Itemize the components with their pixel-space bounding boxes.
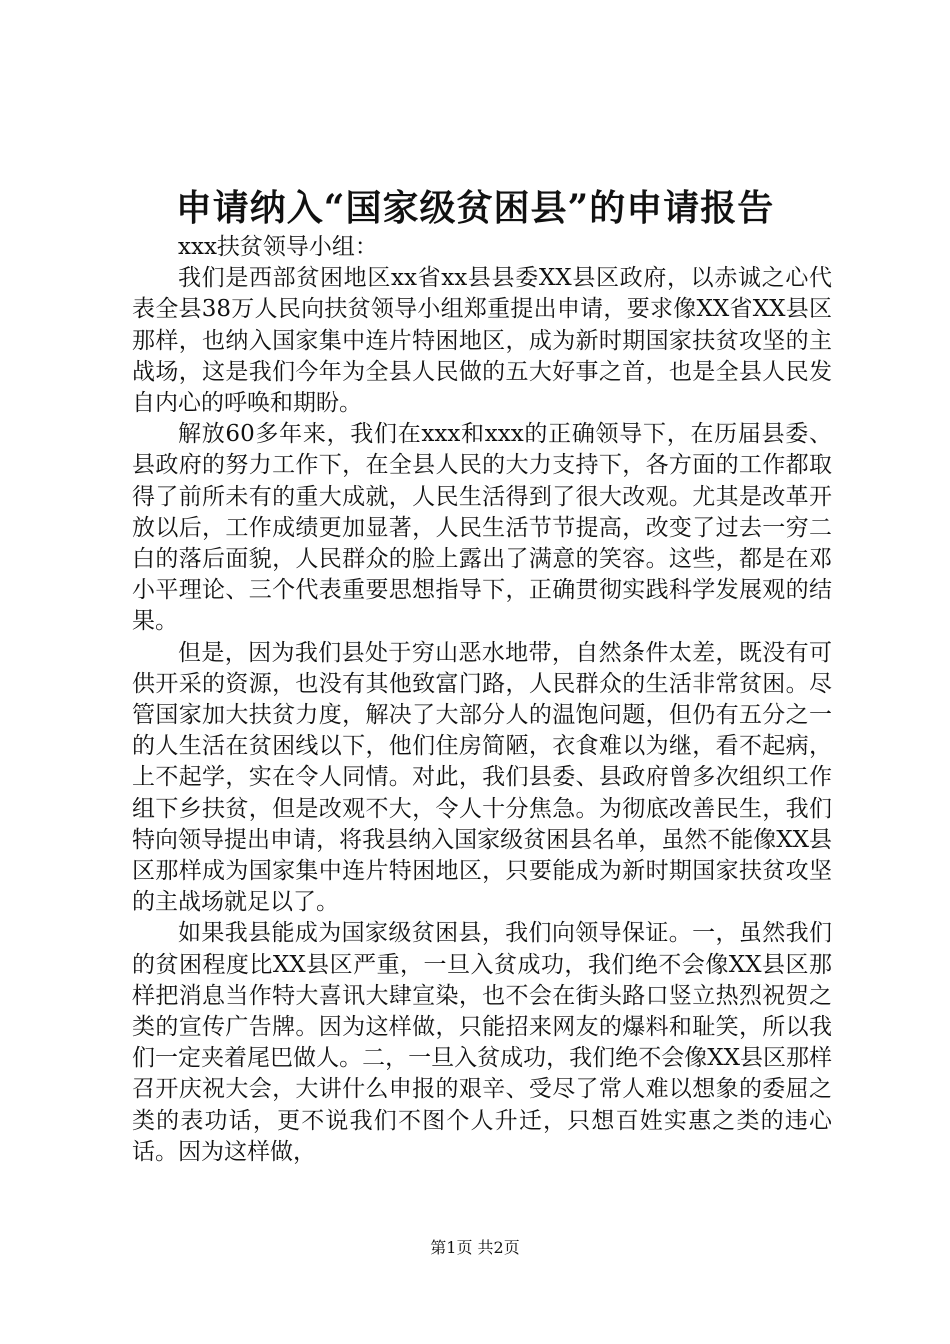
paragraph-1: 我们是西部贫困地区xx省xx县县委XX县区政府，以赤诚之心代表全县38万人民向扶贫领导小组郑重提出申请，要求像XX省XX县区那样，也纳入国家集中连片特困地区，成为新时期国家扶贫攻坚的主战场，这是我们今年为全县人民做的五大好事之首，也是全县人民发自内心的呼唤和期盼。 bbox=[132, 265, 832, 417]
paragraph-4: 如果我县能成为国家级贫困县，我们向领导保证。一，虽然我们的贫困程度比XX县区严重，一旦入贫成功，我们绝不会像XX县区那样把消息当作特大喜讯大肆宣染，也不会在街头路口竖立热烈祝贺之类的宣传广告牌。因为这样做，只能招来网友的爆料和耻笑，所以我们一定夹着尾巴做人。二，一旦入贫成功，我们绝不会像XX县区那样召开庆祝大会，大讲什么申报的艰辛、受尽了常人难以想象的委屈之类的表功话，更不说我们不图个人升迁，只想百姓实惠之类的违心话。因为这样做， bbox=[132, 920, 832, 1165]
salutation: xxx扶贫领导小组： bbox=[178, 234, 378, 260]
paragraph-2: 解放60多年来，我们在xxx和xxx的正确领导下，在历届县委、县政府的努力工作下，在全县人民的大力支持下，各方面的工作都取得了前所未有的重大成就，人民生活得到了很大改观。尤其是改革开放以后，工作成绩更加显著，人民生活节节提高，改变了过去一穷二白的落后面貌，人民群众的脸上露出了满意的笑容。这些，都是在邓小平理论、三个代表重要思想指导下，正确贯彻实践科学发展观的结果。 bbox=[132, 421, 832, 635]
document-title: 申请纳入“国家级贫困县”的申请报告 bbox=[175, 187, 775, 229]
paragraph-3: 但是，因为我们县处于穷山恶水地带，自然条件太差，既没有可供开采的资源，也没有其他致富门路，人民群众的生活非常贫困。尽管国家加大扶贫力度，解决了大部分人的温饱问题，但仍有五分之一的人生活在贫困线以下，他们住房简陋，衣食难以为继，看不起病，上不起学，实在令人同情。对此，我们县委、县政府曾多次组织工作组下乡扶贫，但是改观不大，令人十分焦急。为彻底改善民生，我们特向领导提出申请，将我县纳入国家级贫困县名单，虽然不能像XX县区那样成为国家集中连片特困地区，只要能成为新时期国家扶贫攻坚的主战场就足以了。 bbox=[132, 639, 832, 916]
page-number-footer: 第1页 共2页 bbox=[430, 1238, 520, 1257]
document-body bbox=[132, 232, 832, 1168]
